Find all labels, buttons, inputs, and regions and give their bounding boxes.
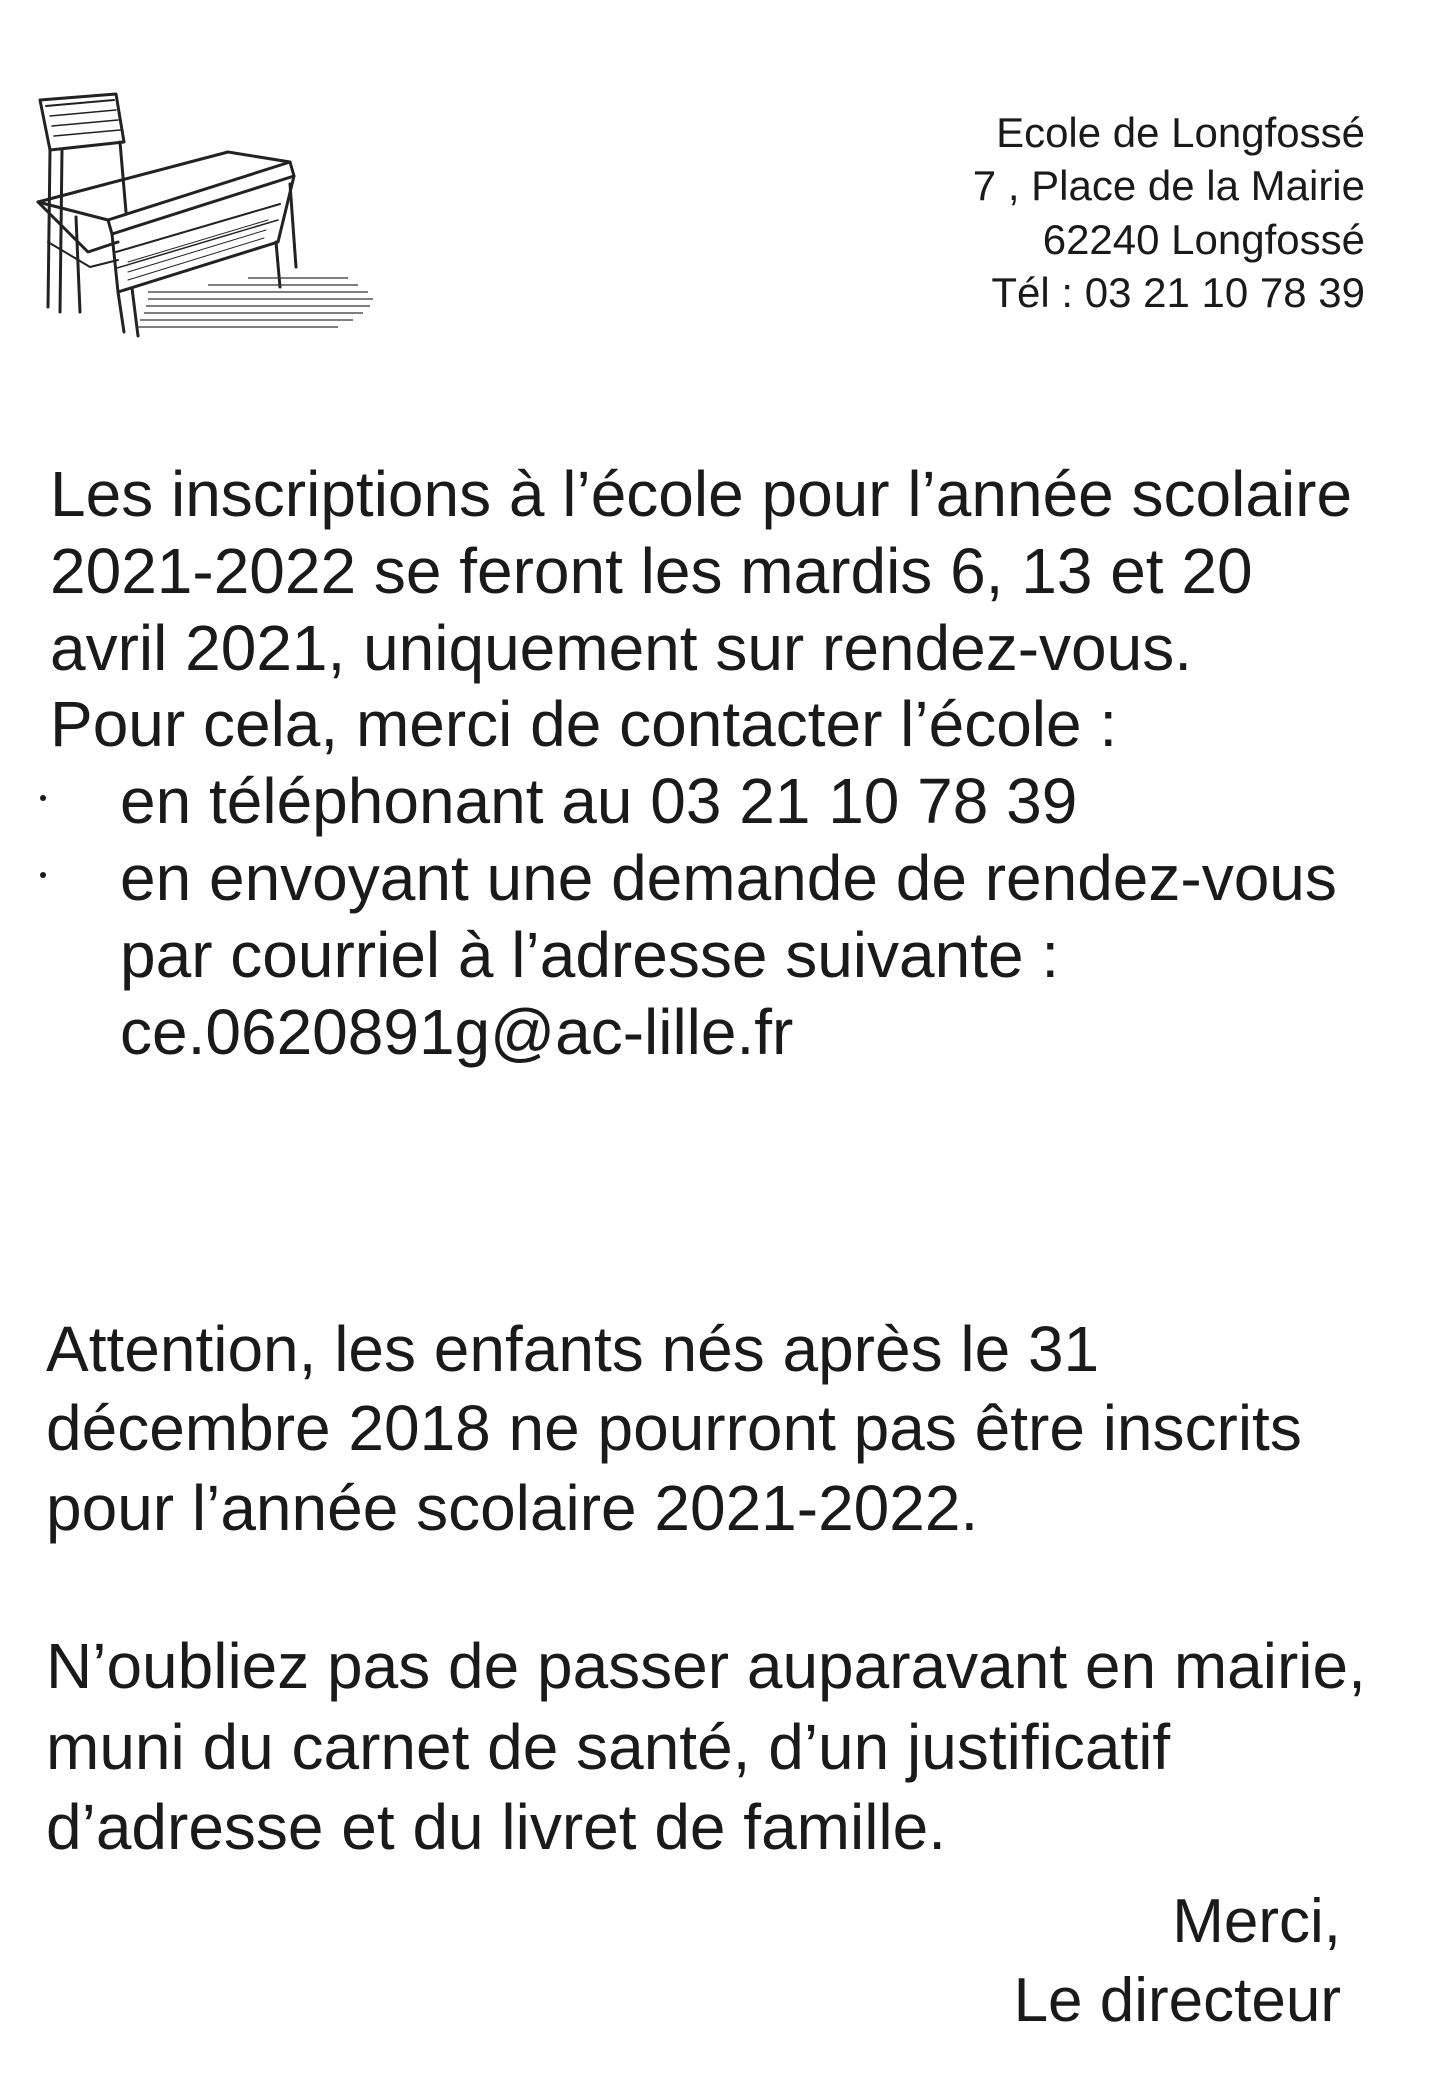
- reminder-paragraph: N’oubliez pas de passer auparavant en mairie, muni du carnet de santé, d’un justificatif d’adresse et du livret de famille.: [46, 1630, 1366, 1864]
- school-address: [973, 106, 1365, 319]
- announcement-body: [50, 456, 1380, 1070]
- phone-line: Tél : 03 21 10 78 39: [991, 268, 1365, 316]
- contact-phone: en téléphonant au 03 21 10 78 39: [120, 765, 1078, 838]
- email-address: ce.0620891g@ac-lille.fr: [120, 995, 794, 1068]
- thanks-text: Merci,: [1172, 1887, 1341, 1956]
- bullet-icon: [40, 795, 46, 801]
- intro-paragraph: Les inscriptions à l’école pour l’année scolaire 2021-2022 se feront les mardis 6, 13 et 20 avril 2021, uniquement sur rendez-vous.: [50, 458, 1353, 684]
- contact-list: [50, 763, 1380, 1070]
- list-item: [50, 840, 1380, 1070]
- postal-city: 62240 Longfossé: [1042, 215, 1365, 263]
- list-item: [50, 763, 1380, 840]
- school-desk-icon: [28, 92, 378, 347]
- attention-paragraph: Attention, les enfants nés après le 31 décembre 2018 ne pourront pas être inscrits pour l’année scolaire 2021-2022.: [46, 1313, 1302, 1544]
- contact-intro: Pour cela, merci de contacter l’école :: [50, 688, 1118, 761]
- school-name: Ecole de Longfossé: [996, 109, 1365, 156]
- street-address: 7 , Place de la Mairie: [972, 162, 1365, 210]
- bullet-icon: [40, 872, 46, 878]
- signoff: [1014, 1882, 1341, 2041]
- signature-text: Le directeur: [1013, 1966, 1341, 2036]
- contact-email-text: en envoyant une demande de rendez-vous par courriel à l’adresse suivante :: [120, 841, 1337, 991]
